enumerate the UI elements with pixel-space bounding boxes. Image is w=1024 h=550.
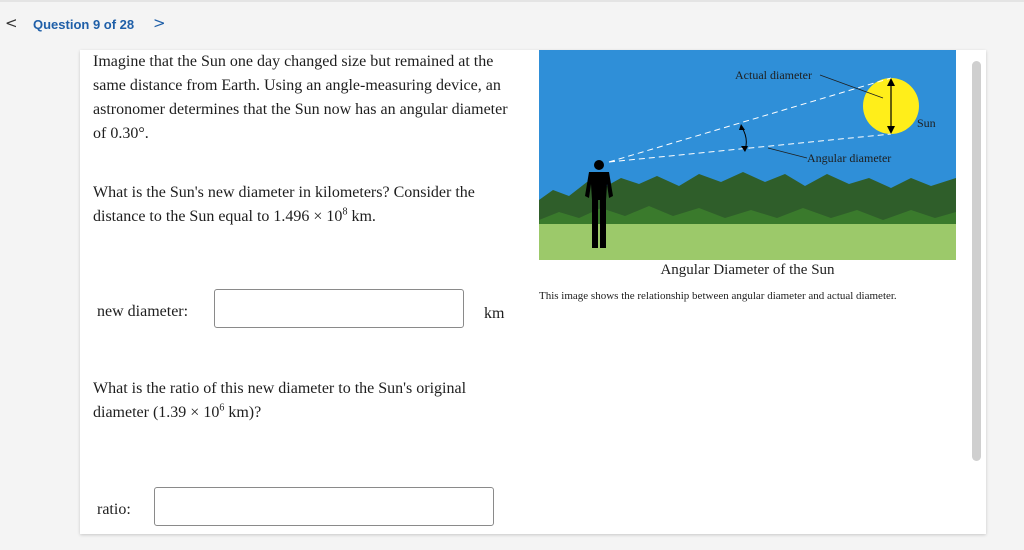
part1-text: What is the Sun's new diameter in kilometers? Consider the distance to the Sun equal to 1.496 × 10 <box>93 184 475 225</box>
figure-caption: This image shows the relationship between angular diameter and actual diameter. <box>539 290 897 302</box>
ratio-input[interactable] <box>154 487 494 526</box>
ratio-label: ratio: <box>97 501 131 518</box>
part1-suffix: km. <box>347 208 376 225</box>
part2-suffix: km)? <box>224 404 262 421</box>
chevron-left-icon[interactable]: < <box>5 14 18 32</box>
question-intro: Imagine that the Sun one day changed size but remained at the same distance from Earth. Using an angle-measuring device, an astronomer determines that the Sun now has an angular diameter of 0.30°. <box>93 53 508 142</box>
new-diameter-label: new diameter: <box>97 303 189 320</box>
sun-label: Sun <box>917 116 936 130</box>
question-part-1 <box>93 181 518 229</box>
question-part-2 <box>93 377 513 425</box>
part2-text: What is the ratio of this new diameter to the Sun's original diameter (1.39 × 10 <box>93 380 467 421</box>
chevron-right-icon[interactable]: > <box>153 14 166 32</box>
top-divider <box>0 0 1024 2</box>
figure-title: Angular Diameter of the Sun <box>660 262 835 278</box>
question-counter: Question 9 of 28 <box>33 17 135 32</box>
new-diameter-input[interactable] <box>214 289 464 328</box>
angular-diameter-label: Angular diameter <box>807 151 892 165</box>
diameter-unit: km <box>484 305 505 322</box>
top-bar <box>0 0 1024 50</box>
angular-diameter-figure <box>539 50 956 260</box>
question-card <box>80 50 986 534</box>
part1-exponent: 8 <box>342 206 348 218</box>
actual-diameter-label: Actual diameter <box>735 68 812 82</box>
part2-exponent: 6 <box>219 402 225 414</box>
page-scrollbar[interactable] <box>972 61 981 461</box>
